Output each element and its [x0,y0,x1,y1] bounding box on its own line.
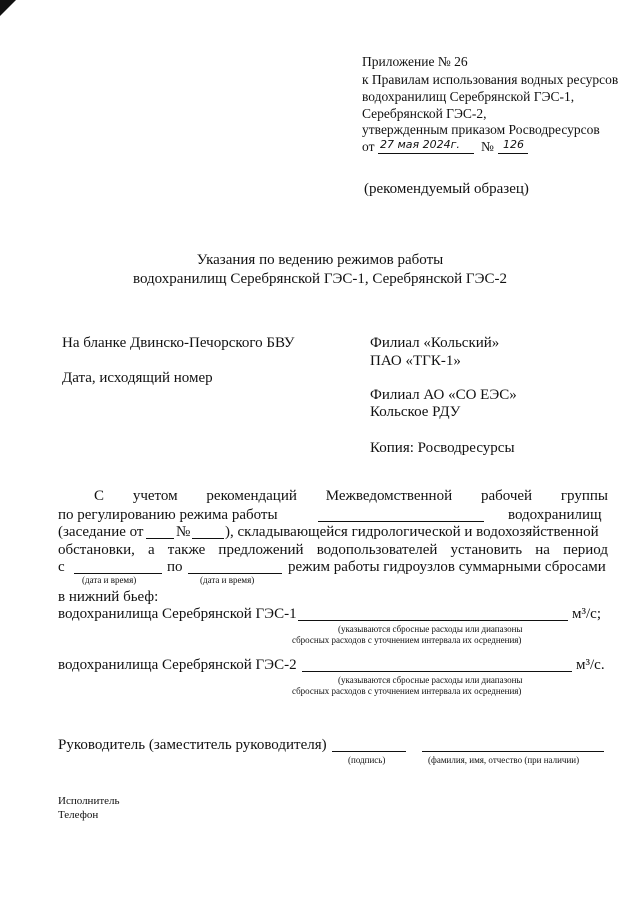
hint-full-name: (фамилия, имя, отчество (при наличии) [428,755,580,765]
reservoir1-hint1: (указываются сбросные расходы или диапазоны [338,624,523,634]
blank-signature [332,751,406,752]
handwritten-date: 27 мая 2024г. [380,138,460,151]
reservoir2-unit: м³/с. [576,657,605,673]
blank-meeting-number [192,538,224,539]
blank-date-from [74,573,162,574]
signature-label: Руководитель (заместитель руководителя) [58,737,327,753]
hint-date-to: (дата и время) [200,575,255,585]
letterhead-note: На бланке Двинско-Печорского БВУ [62,335,295,351]
recipient1-line1: Филиал «Кольский» [370,335,500,351]
body-line1: С учетом рекомендаций Межведомственной рабочей группы [94,488,608,504]
recipient1-line2: ПАО «ТГК-1» [370,353,461,369]
reservoir2-label: водохранилища Серебрянской ГЭС-2 [58,657,297,673]
reservoir2-hint1: (указываются сбросные расходы или диапазоны [338,675,523,685]
blank-reservoir1-discharge [298,620,568,621]
reservoir1-hint2: сбросных расходов с уточнением интервала их осреднения) [292,635,522,645]
body-line3-a: (заседание от [58,524,144,540]
reservoir1-label: водохранилища Серебрянской ГЭС-1 [58,606,297,622]
appendix-number: Приложение № 26 [362,54,468,69]
body-line2-end: водохранилищ [508,507,602,523]
scan-corner-mark [0,0,16,16]
hint-signature: (подпись) [348,755,386,765]
body-line3-c: ), складывающейся гидрологической и водохозяйственной [225,524,599,540]
body-line2-start: по регулированию режима работы [58,507,278,523]
appendix-order-line: утвержденным приказом Росводресурсов [362,122,600,137]
reservoir2-hint2: сбросных расходов с уточнением интервала их осреднения) [292,686,522,696]
number-underline [498,153,528,154]
body-line5-c: с [58,559,65,575]
appendix-reservoir-line: водохранилищ Серебрянской ГЭС-1, [362,89,575,104]
reservoir1-unit: м³/с; [572,606,601,622]
executor-label: Исполнитель [58,795,120,807]
handwritten-number: 126 [503,138,524,151]
blank-date-to [188,573,282,574]
body-line4: обстановки, а также предложений водопользователей установить на период [58,542,608,558]
body-line5-rest: режим работы гидроузлов суммарными сбросами [288,559,606,575]
date-underline [378,153,474,154]
copy-recipient: Копия: Росводресурсы [370,440,515,456]
recipient2-line1: Филиал АО «СО ЕЭС» [370,387,517,403]
document-title-line2: водохранилищ Серебрянской ГЭС-1, Серебрянской ГЭС-2 [132,271,508,287]
hint-date-from: (дата и время) [82,575,137,585]
blank-reservoir2-discharge [302,671,572,672]
blank-meeting-date [146,538,174,539]
phone-label: Телефон [58,809,99,821]
appendix-station-line: Серебрянской ГЭС-2, [362,106,487,121]
blank-authority [318,521,484,522]
document-title-line1: Указания по ведению режимов работы [196,252,444,268]
date-reference-note: Дата, исходящий номер [62,370,213,386]
body-line6: в нижний бьеф: [58,589,159,605]
appendix-date-prefix: от [362,139,375,154]
body-line5-po: по [167,559,183,575]
appendix-rules-line: к Правилам использования водных ресурсов [362,72,619,87]
sample-note: (рекомендуемый образец) [364,181,529,197]
blank-full-name [422,751,604,752]
body-line3-b: № [176,524,191,540]
recipient2-line2: Кольское РДУ [370,404,461,420]
appendix-number-prefix: № [481,139,494,154]
